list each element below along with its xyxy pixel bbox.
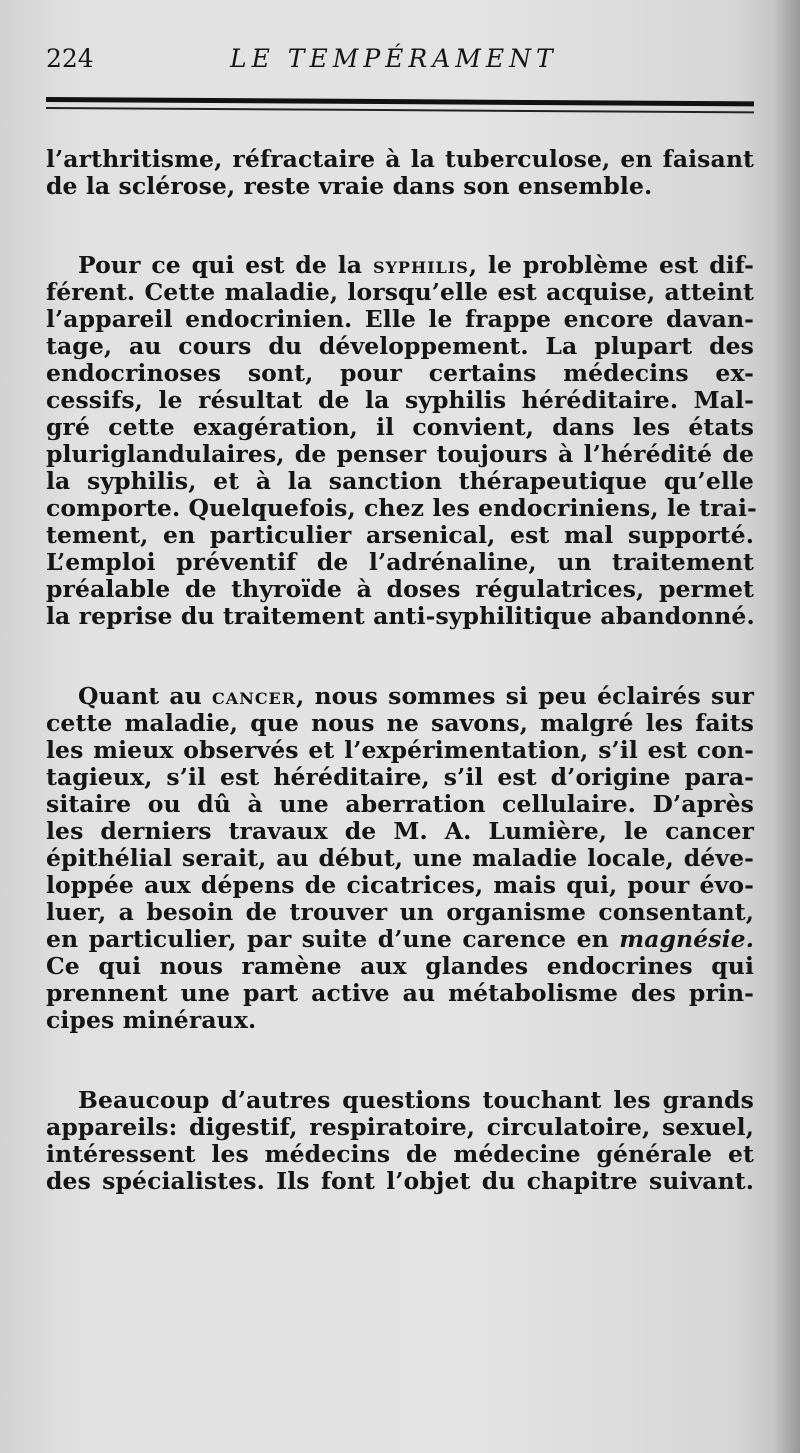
- text-line: pluriglandulaires, de penser toujours à l’hérédité de: [46, 440, 754, 468]
- text-line: [46, 252, 754, 279]
- text-line: endocrinoses sont, pour certains médecins ex-: [46, 359, 754, 387]
- paragraph-2: [46, 251, 757, 630]
- text-line: préalable de thyroïde à doses régulatrices, permet: [46, 575, 754, 603]
- text-line: comporte. Quelquefois, chez les endocriniens, le trai-: [46, 494, 757, 522]
- text-line: cipes minéraux.: [46, 1006, 257, 1034]
- text-line: l’arthritisme, réfractaire à la tuberculose, en faisant: [46, 145, 754, 173]
- italic-term: magnésie.: [619, 925, 754, 953]
- text-line: la syphilis, et à la sanction thérapeutique qu’elle: [46, 467, 754, 495]
- running-head: [46, 44, 754, 84]
- text-line: la reprise du traitement anti-syphilitique abandonné.: [46, 602, 755, 630]
- small-caps-term: cancer: [212, 682, 297, 710]
- text-line: tement, en particulier arsenical, est mal supporté.: [46, 521, 754, 549]
- text-line: luer, a besoin de trouver un organisme consentant,: [46, 898, 754, 926]
- text-line: cessifs, le résultat de la syphilis héréditaire. Mal-: [46, 386, 754, 414]
- paragraph-3: [46, 683, 754, 1034]
- text-line: tage, au cours du développement. La plupart des: [46, 332, 754, 360]
- text-line: gré cette exagération, il convient, dans les états: [46, 413, 754, 441]
- paragraph-4: [46, 1087, 754, 1195]
- text-line: Ce qui nous ramène aux glandes endocrines qui: [46, 952, 754, 980]
- text-run: , nous sommes si peu éclairés sur: [296, 682, 754, 710]
- text-run: en particulier, par suite d’une carence en: [46, 925, 609, 953]
- text-line: [46, 683, 754, 710]
- body-text: [46, 145, 757, 1195]
- text-line: des spécialistes. Ils font l’objet du chapitre suivant.: [46, 1167, 754, 1195]
- text-line: épithélial serait, au début, une maladie locale, déve-: [46, 844, 754, 872]
- text-line: les derniers travaux de M. A. Lumière, le cancer: [46, 817, 754, 845]
- text-run: Pour ce qui est de la: [78, 251, 363, 279]
- running-title: LE TEMPÉRAMENT: [230, 44, 558, 73]
- paragraph-gap: [46, 1034, 754, 1087]
- text-line: cette maladie, que nous ne savons, malgré les faits: [46, 709, 754, 737]
- text-run: , le problème est dif-: [468, 251, 754, 279]
- paragraph-1: [46, 146, 754, 200]
- text-line: les mieux observés et l’expérimentation, s’il est con-: [46, 736, 754, 764]
- small-caps-term: syphilis: [372, 251, 469, 279]
- text-run: Quant au: [78, 682, 202, 710]
- paragraph-gap: [46, 630, 754, 683]
- text-line: [46, 926, 754, 953]
- text-line: l’appareil endocrinien. Elle le frappe encore davan-: [46, 305, 754, 333]
- text-line: tagieux, s’il est héréditaire, s’il est d’origine para-: [46, 763, 754, 791]
- text-line: de la sclérose, reste vraie dans son ensemble.: [46, 172, 653, 200]
- text-line: loppée aux dépens de cicatrices, mais qui, pour évo-: [46, 871, 754, 899]
- text-line: sitaire ou dû à une aberration cellulaire. D’après: [46, 790, 754, 818]
- text-line: Beaucoup d’autres questions touchant les grands: [78, 1086, 754, 1114]
- header-rule-thick: [46, 97, 754, 106]
- text-line: férent. Cette maladie, lorsqu’elle est acquise, atteint: [46, 278, 754, 306]
- text-line: appareils: digestif, respiratoire, circulatoire, sexuel,: [46, 1113, 754, 1141]
- page-number: 224: [46, 44, 94, 73]
- text-line: prennent une part active au métabolisme des prin-: [46, 979, 754, 1007]
- text-line: intéressent les médecins de médecine générale et: [46, 1140, 754, 1168]
- page-edge-shadow: [774, 0, 800, 1453]
- paragraph-gap: [46, 200, 754, 252]
- header-rule-thin: [46, 107, 754, 113]
- text-line: L’emploi préventif de l’adrénaline, un traitement: [46, 548, 754, 576]
